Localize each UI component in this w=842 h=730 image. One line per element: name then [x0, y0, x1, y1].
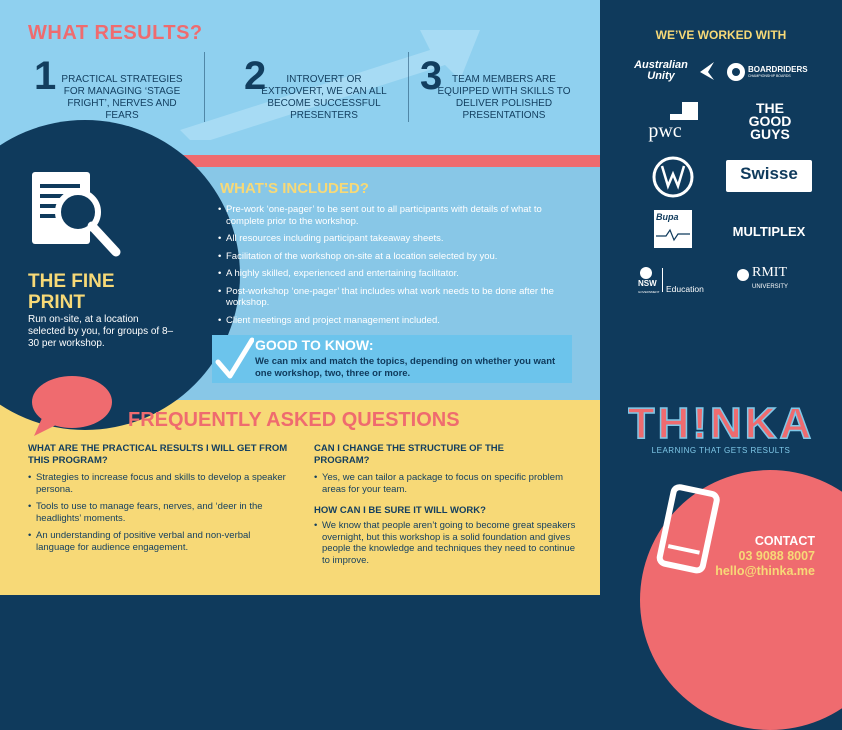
- education-logo: Education: [666, 284, 704, 294]
- nsw-logo: NSW GOVERNMENT: [638, 279, 660, 294]
- the-good-guys-logo: THE GOOD GUYS: [748, 100, 792, 142]
- list-item: • Yes, we can tailor a package to focus on specific problem areas for your team.: [314, 472, 574, 495]
- list-item: • A highly skilled, experienced and entertaining facilitator.: [218, 268, 578, 280]
- faq-answers-3: [314, 520, 576, 572]
- faq-answers-1: [28, 472, 290, 559]
- clients-title: WE’VE WORKED WITH: [655, 28, 787, 42]
- multiplex-logo: MULTIPLEX: [732, 224, 806, 239]
- result-item-1: [34, 56, 194, 126]
- faq-question-3: HOW CAN I BE SURE IT WILL WORK?: [314, 505, 486, 516]
- list-item: • Strategies to increase focus and skills to develop a speaker persona.: [28, 472, 290, 495]
- bird-icon: [698, 60, 716, 82]
- list-item: • An understanding of positive verbal and non-verbal language for audience engagement.: [28, 530, 290, 553]
- fine-print-title-line1: THE FINE: [28, 271, 115, 292]
- boardriders-icon: [726, 62, 746, 82]
- document-magnifier-icon: [30, 168, 125, 263]
- faq-question-2: CAN I CHANGE THE STRUCTURE OF THE PROGRAM?: [314, 443, 504, 466]
- good-to-know-title: GOOD TO KNOW:: [255, 337, 374, 353]
- result-item-3: [420, 56, 580, 126]
- list-item: • Post-workshop ‘one-pager’ that includes what work needs to be done after the workshop.: [218, 286, 578, 309]
- results-title: WHAT RESULTS?: [28, 22, 203, 44]
- result-number: 1: [34, 54, 57, 98]
- divider: [408, 52, 409, 122]
- result-text: INTROVERT OR EXTROVERT, WE CAN ALL BECOME SUCCESSFUL PRESENTERS: [261, 74, 387, 121]
- rmit-icon: [736, 268, 750, 282]
- contact-phone[interactable]: 03 9088 8007: [738, 549, 815, 563]
- included-title: WHAT’S INCLUDED?: [220, 180, 369, 197]
- result-item-2: [244, 56, 404, 126]
- waratah-icon: [638, 266, 654, 280]
- pwc-logo: pwc: [648, 120, 682, 142]
- fine-print-text: Run on-site, at a location selected by you, for groups of 8–30 per workshop.: [28, 314, 174, 349]
- bupa-logo: Bupa: [656, 212, 679, 222]
- faq-question-1: WHAT ARE THE PRACTICAL RESULTS I WILL GET FROM THIS PROGRAM?: [28, 443, 288, 466]
- contact-email[interactable]: hello@thinka.me: [715, 564, 815, 578]
- fine-print-title-line2: PRINT: [28, 292, 85, 313]
- included-list: [218, 204, 578, 332]
- speech-bubble-icon: [28, 372, 114, 438]
- faq-answers-2: [314, 472, 574, 501]
- list-item: • Client meetings and project management included.: [218, 315, 578, 327]
- checkmark-icon: [214, 336, 254, 382]
- result-text: TEAM MEMBERS ARE EQUIPPED WITH SKILLS TO DELIVER POLISHED PRESENTATIONS: [437, 74, 571, 121]
- thinka-wordmark: TH!NKA: [628, 400, 814, 444]
- brand-tagline: LEARNING THAT GETS RESULTS: [651, 446, 791, 455]
- pwc-mark-icon: [670, 100, 700, 122]
- list-item: • Facilitation of the workshop on-site at a location selected by you.: [218, 251, 578, 263]
- rmit-logo: RMIT UNIVERSITY: [752, 265, 789, 290]
- thinka-logo: [628, 400, 814, 444]
- boardriders-logo: BOARDRIDERS CHAMPIONSHIP BOARDS: [748, 65, 808, 78]
- good-to-know-text: We can mix and match the topics, depending on whether you want one workshop, two, three or more.: [255, 356, 556, 379]
- nsw-divider: [662, 268, 663, 292]
- divider: [204, 52, 205, 122]
- list-item: • We know that people aren’t going to become great speakers overnight, but this workshop is a solid foundation and gives people the knowledge and techniques they need to continue to improve.: [314, 520, 576, 566]
- list-item: • All resources including participant takeaway sheets.: [218, 233, 578, 245]
- heartbeat-icon: [656, 228, 690, 242]
- contact-block: [600, 534, 815, 579]
- list-item: • Pre-work ‘one-pager’ to be sent out to all participants with details of what to complete prior to the workshop.: [218, 204, 578, 227]
- accent-stripe: [140, 155, 600, 167]
- faq-title: FREQUENTLY ASKED QUESTIONS: [128, 409, 460, 431]
- list-item: • Tools to use to manage fears, nerves, and ‘deer in the headlights’ moments.: [28, 501, 290, 524]
- contact-title: CONTACT: [754, 534, 815, 548]
- result-number: 2: [244, 54, 267, 98]
- fine-print-title: [28, 271, 115, 313]
- swisse-logo: Swisse: [740, 164, 798, 183]
- result-number: 3: [420, 54, 443, 98]
- volkswagen-logo-icon: [652, 156, 694, 198]
- result-text: PRACTICAL STRATEGIES FOR MANAGING ‘STAGE FRIGHT’, NERVES AND FEARS: [61, 74, 183, 121]
- australian-unity-logo: Australian Unity: [634, 59, 688, 82]
